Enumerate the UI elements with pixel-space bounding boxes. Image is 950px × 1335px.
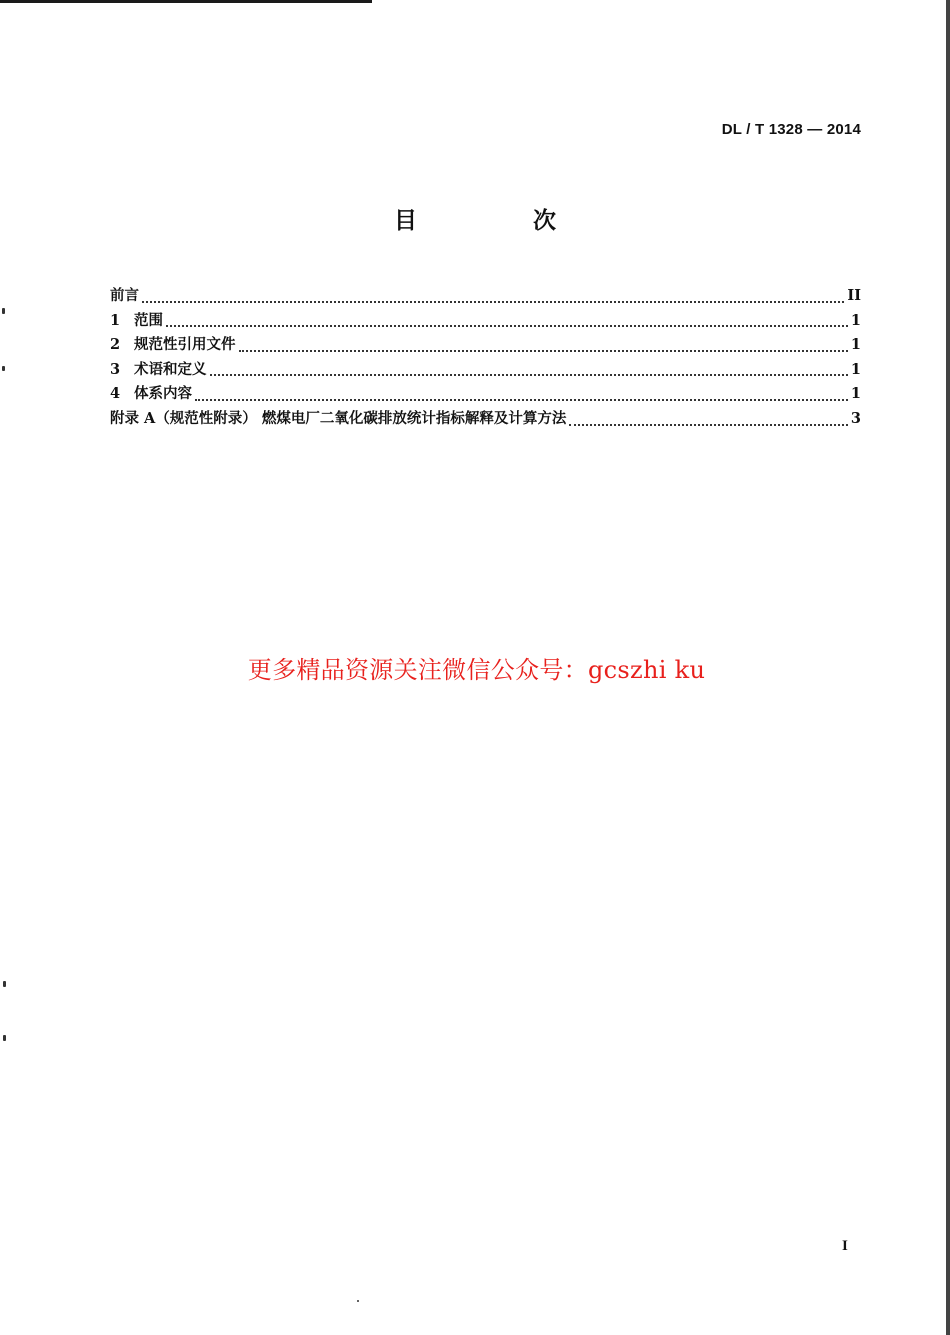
toc-entry-number: 1: [110, 311, 121, 329]
toc-entry-page: 1: [850, 336, 861, 354]
toc-entry-appendix-a[interactable]: [110, 407, 861, 432]
toc-entry-label: 术语和定义: [134, 360, 207, 378]
toc-entry-page: 1: [850, 311, 861, 329]
toc-entry-number: 2: [110, 336, 121, 354]
toc-leader-dots: [142, 300, 844, 303]
toc-entry-normative-references[interactable]: [110, 333, 861, 358]
toc-entry-number: 3: [110, 360, 121, 378]
standard-code: DL / T 1328 — 2014: [721, 121, 861, 138]
toc-entry-system-content[interactable]: [110, 382, 861, 407]
toc-entry-terms-definitions[interactable]: [110, 358, 861, 383]
toc-leader-dots: [210, 373, 848, 376]
scan-speck: [2, 366, 5, 371]
scan-speck: [357, 1300, 359, 1302]
toc-leader-dots: [239, 349, 848, 352]
scan-speck: [2, 308, 5, 314]
scan-edge-top: [0, 0, 372, 3]
toc-entry-label: 附录 A（规范性附录） 燃煤电厂二氧化碳排放统计指标解释及计算方法: [110, 409, 567, 427]
toc-entry-page: 3: [850, 409, 861, 427]
toc-entry-page: 1: [850, 360, 861, 378]
toc-entry-page: II: [847, 287, 861, 304]
toc-entry-preface[interactable]: [110, 284, 861, 309]
toc-leader-dots: [195, 398, 848, 401]
table-of-contents: [110, 284, 861, 432]
toc-entry-label: 范围: [134, 311, 163, 329]
toc-entry-scope[interactable]: [110, 309, 861, 334]
toc-entry-label: 前言: [110, 287, 139, 304]
toc-entry-label: 体系内容: [134, 385, 192, 403]
toc-leader-dots: [166, 324, 848, 327]
toc-title: 目 次: [393, 208, 610, 234]
toc-entry-number: 4: [110, 385, 121, 403]
page-number: I: [842, 1238, 848, 1254]
scan-speck: [3, 981, 6, 987]
toc-entry-page: 1: [850, 385, 861, 403]
scan-speck: [3, 1035, 6, 1041]
promo-watermark-text: 更多精品资源关注微信公众号：gcszhi ku: [247, 656, 706, 684]
toc-leader-dots: [569, 423, 848, 426]
toc-entry-label: 规范性引用文件: [134, 336, 236, 354]
